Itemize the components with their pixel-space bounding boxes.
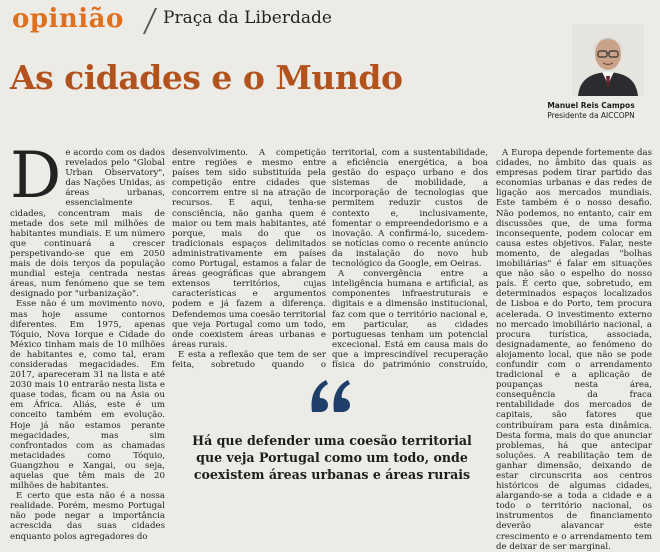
paragraph: desenvolvimento. A competição entre regiões e mesmo entre países tem sido substituída pela competição entre cidades que concorrem entre si na atração de recursos. E aqui, tenha-se consciência, não ganha quem é maior ou tem mais habitantes, até porque, mais do que os tradicionais espaços delimitados administrativamente em países como Portugal, estamos a falar de áreas geográficas que abrangem extensos territórios, cujas características e argumentos podem e já fazem a diferença. Defendemos uma coesão territorial que veja Portugal como um todo, onde coexistem áreas urbanas e áreas rurais. <box>172 148 326 350</box>
pullquote-text: Há que defender uma coesão territorial que veja Portugal como um todo, onde coexistem áreas urbanas e áreas rurais <box>192 433 472 482</box>
paragraph: A Europa depende fortemente das cidades, no âmbito das quais as empresas podem tirar partido das economias urbanas e das redes de ligação aos mercados mundiais. Este também é o nosso desafio. Não podemos, no entanto, cair em discussões que, de uma forma inconsequente, podem colocar em causa estes objetivos. Falar, neste momento, de alegadas "bolhas imobiliárias" é falar em situações que não são o espelho do nosso país. É certo que, sobretudo, em determinados espaços localizados de Lisboa e do Porto, tem procura acelerada. O investimento externo no mercado imobiliário nacional, a procura turística, associada, designadamente, ao fenómeno do alojamento local, que não se pode confundir com o arrendamento tradicional e a aplicação de poupanças nesta área, consequência da fraca rentabilidade dos mercados de capitais, são fatores que contribuíram para esta dinâmica. Desta forma, mais do que anunciar problemas, há que antecipar soluções. A reabilitação tem de ganhar dimensão, deixando de estar circunscrita aos centros históricos de algumas cidades, alargando-se a toda a cidade e a todo o território nacional, os instrumentos de financiamento deverão alavancar este crescimento e o arrendamento tem de deixar de ser marginal. <box>496 148 652 552</box>
quote-marks-icon <box>308 376 354 414</box>
paragraph: E certo que esta não é a nossa realidade. Porém, mesmo Portugal não pode negar a importância acrescida das suas cidades enquanto polos agregadores do <box>10 491 165 542</box>
article-column-3 <box>332 148 488 370</box>
author-portrait-icon <box>572 24 644 96</box>
page-title: As cidades e o Mundo <box>10 58 403 97</box>
paragraph: territorial, com a sustentabilidade, a eficiência energética, a boa gestão do espaço urbano e dos sistemas de mobilidade, a incorporação de tecnologias que permitem reduzir custos de contexto e, inclusivamente, fomentar o empreendedorismo e a inovação. A confirmá-lo, sucedem-se notícias como o recente anúncio da instalação do novo hub tecnológico da Google, em Oeiras. <box>332 148 488 270</box>
drop-cap: D <box>10 139 62 213</box>
article-column-2 <box>172 148 326 370</box>
paragraph: Esse não é um movimento novo, mas hoje assume contornos diferentes. Em 1975, apenas Tóquio, Nova Iorque e Cidade do México tinham mais de 10 milhões de habitantes e, como tal, eram consideradas megacidades. Em 2017, apareceram 31 na lista e até 2030 mais 10 entrarão nesta lista e quase todas, ficam ou na Ásia ou em África. Aliás, este é um conceito também em evolução. Hoje já não estamos perante megacidades, mas sim confrontados com as chamadas metacidades como Tóquio, Guangzhou e Xangai, ou seja, aquelas que têm mais de 20 milhões de habitantes. <box>10 299 165 492</box>
author-name: Manuel Reis Campos <box>547 101 635 110</box>
article-column-1 <box>10 139 165 542</box>
author-photo <box>572 24 644 96</box>
pullquote-box <box>172 376 488 496</box>
header-divider <box>143 8 157 34</box>
author-role: Presidente da AICCOPN <box>547 111 635 120</box>
paragraph: A convergência entre a inteligência humana e artificial, as componentes infraestruturais e digitais e a dimensão institucional, faz com que o território nacional e, em particular, as cidades portuguesas tenham um potencial excecional. Está em causa mais do que a imprescindível recuperação física do património construído, <box>332 269 488 370</box>
paragraph: E esta a reflexão que tem de ser feita, sobretudo quando o <box>172 349 326 370</box>
author-byline <box>530 101 652 120</box>
paragraph: e acordo com os dados revelados pelo "Global Urban Observatory", das Nações Unidas, as áreas urbanas, essencialmente cidades, concentram mais de metade dos sete mil milhões de habitantes mundiais. E um número que continuará a crescer perspetivando-se que em 2050 mais de dois terços da população mundial esteja centrada nestas áreas, num fenómeno que se tem designado por "urbanização". <box>10 148 165 300</box>
column-name: Praça da Liberdade <box>163 8 332 28</box>
section-label: opinião <box>12 4 124 34</box>
article-column-4 <box>496 148 652 552</box>
